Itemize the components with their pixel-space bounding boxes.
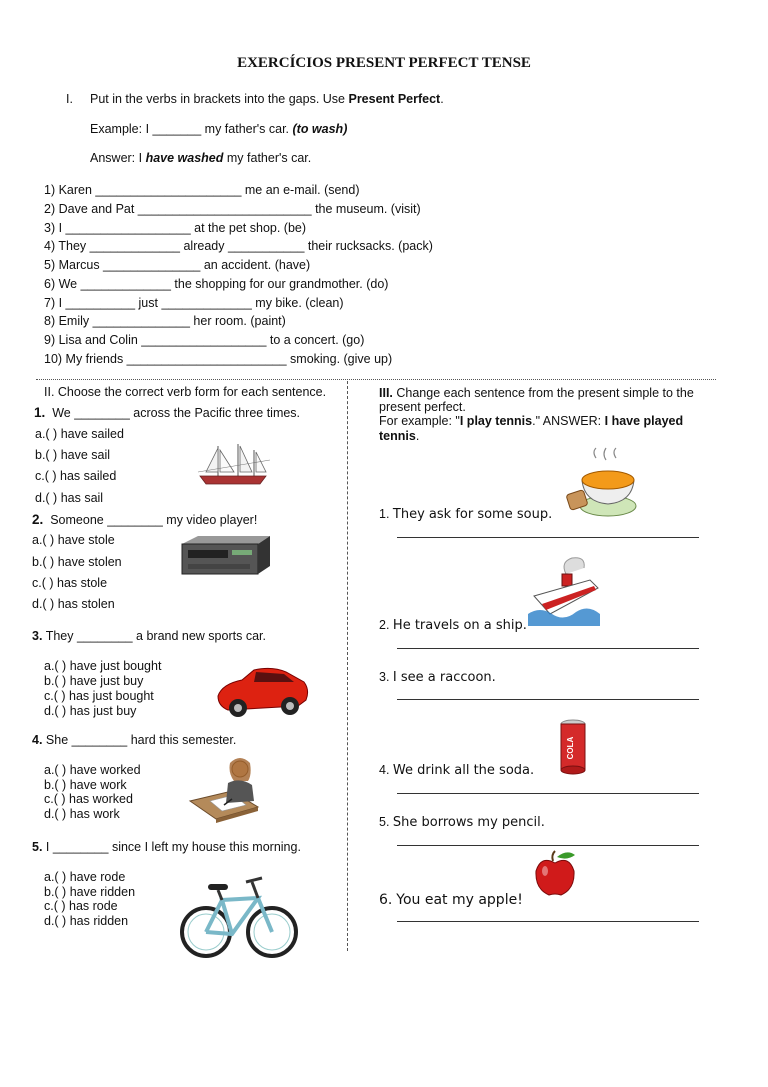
answer-suffix: my father's car.: [223, 151, 312, 165]
part3-sentence-2: [379, 618, 527, 633]
q3-option-c[interactable]: c.( ) has just bought: [44, 689, 154, 703]
example-hint: (to wash): [292, 122, 348, 136]
q2-question: [32, 512, 257, 527]
q4-question: [32, 733, 236, 747]
q2-number: 2.: [32, 512, 44, 527]
part1-item-6[interactable]: 6) We _____________ the shopping for our grandmother. (do): [44, 277, 389, 291]
answer-line-1[interactable]: [397, 537, 699, 538]
sentence-2-text: He travels on a ship.: [392, 618, 527, 633]
sentence-6-text: You eat my apple!: [396, 892, 523, 908]
video-player-icon: [178, 534, 272, 578]
sentence-1-text: They ask for some soup.: [392, 507, 553, 522]
q4-option-c[interactable]: c.( ) has worked: [44, 792, 133, 806]
section-divider: [36, 379, 716, 380]
student-writing-icon: [188, 755, 262, 825]
q5-option-c[interactable]: c.( ) has rode: [44, 899, 118, 913]
q5-option-d[interactable]: d.( ) has ridden: [44, 914, 129, 928]
sentence-5-number: 5.: [379, 815, 390, 829]
part3-sentence-4: [379, 763, 534, 778]
sailing-ship-icon: [196, 442, 272, 488]
q3-option-a[interactable]: a.( ) have just bought: [44, 659, 162, 673]
q1-option-c[interactable]: c.( ) has sailed: [35, 469, 117, 483]
answer-line-4[interactable]: [397, 793, 699, 794]
q2-option-d[interactable]: d.( ) has stolen: [32, 597, 115, 611]
sentence-1-number: 1.: [379, 507, 390, 521]
part1-item-9[interactable]: 9) Lisa and Colin __________________ to a concert. (go): [44, 333, 365, 347]
part1-item-4[interactable]: 4) They _____________ already ___________ their rucksacks. (pack): [44, 239, 433, 253]
q4-option-a[interactable]: a.( ) have worked: [44, 763, 141, 777]
q1-option-a[interactable]: a.( ) have sailed: [35, 427, 124, 441]
part3-sentence-1: [379, 507, 552, 522]
part1-item-5[interactable]: 5) Marcus ______________ an accident. (have): [44, 258, 311, 272]
answer-line-3[interactable]: [397, 699, 699, 700]
cruise-ship-icon: [526, 556, 602, 628]
q3-option-b[interactable]: b.( ) have just buy: [44, 674, 144, 688]
part3-sentence-6: [379, 891, 523, 908]
part1-item-7[interactable]: 7) I __________ just _____________ my bike. (clean): [44, 296, 344, 310]
part1-numeral: I.: [66, 92, 73, 106]
part3-instruction: [379, 386, 713, 414]
q5-number: 5.: [32, 840, 43, 854]
q2-option-a[interactable]: a.( ) have stole: [32, 533, 115, 547]
q1-question: [34, 405, 300, 420]
q5-option-b[interactable]: b.( ) have ridden: [44, 885, 136, 899]
part3-example-bold: I play tennis: [459, 414, 533, 428]
answer-prefix: Answer: I: [90, 151, 146, 165]
part1-answer: [90, 151, 311, 165]
column-divider: [347, 381, 348, 951]
example-text: Example: I _______ my father's car.: [90, 122, 293, 136]
q2-option-b[interactable]: b.( ) have stolen: [32, 555, 122, 569]
sentence-5-text: She borrows my pencil.: [392, 815, 545, 830]
part3-numeral: III.: [379, 386, 393, 400]
q3-question: [32, 629, 266, 643]
part3-instruction-text: Change each sentence from the present simple to the present perfect.: [379, 386, 694, 414]
apple-icon: [531, 849, 579, 897]
q2-option-c[interactable]: c.( ) has stole: [32, 576, 108, 590]
q2-text: Someone ________ my video player!: [50, 513, 258, 527]
page-title: EXERCÍCIOS PRESENT PERFECT TENSE: [237, 55, 531, 71]
bicycle-icon: [178, 870, 300, 964]
soda-can-icon: [557, 718, 589, 776]
part1-instruction-bold: Present Perfect: [348, 92, 441, 106]
sentence-4-number: 4.: [379, 763, 390, 777]
q4-number: 4.: [32, 733, 43, 747]
sentence-3-text: I see a raccoon.: [392, 670, 496, 685]
part1-item-3[interactable]: 3) I __________________ at the pet shop. (be): [44, 221, 307, 235]
part1-item-1[interactable]: 1) Karen _____________________ me an e-mail. (send): [44, 183, 360, 197]
part3-example-mid: ." ANSWER:: [532, 414, 605, 428]
q3-text: They ________ a brand new sports car.: [45, 629, 266, 643]
q4-text: She ________ hard this semester.: [45, 733, 237, 747]
part2-heading: II. Choose the correct verb form for each sentence.: [44, 385, 327, 399]
sentence-3-number: 3.: [379, 670, 390, 684]
part1-item-8[interactable]: 8) Emily ______________ her room. (paint): [44, 314, 286, 328]
part1-instruction-text: Put in the verbs in brackets into the gaps. Use: [90, 92, 349, 106]
answer-line-2[interactable]: [397, 648, 699, 649]
part1-instruction-suffix: .: [440, 92, 444, 106]
answer-line-5[interactable]: [397, 845, 699, 846]
part3-example-prefix: For example: ": [379, 414, 460, 428]
q5-text: I ________ since I left my house this morning.: [45, 840, 301, 854]
soup-bowl-icon: [566, 446, 638, 522]
q3-option-d[interactable]: d.( ) has just buy: [44, 704, 137, 718]
part3-sentence-5: [379, 815, 545, 830]
part3-answer-bold: I have played tennis: [379, 414, 684, 443]
part1-item-2[interactable]: 2) Dave and Pat _________________________ the museum. (visit): [44, 202, 421, 216]
part3-sentence-3: [379, 670, 496, 685]
sentence-4-text: We drink all the soda.: [392, 763, 535, 778]
q1-text: We ________ across the Pacific three times.: [52, 406, 301, 420]
part1-instruction: [90, 92, 444, 106]
q1-option-b[interactable]: b.( ) have sail: [35, 448, 111, 462]
q1-option-d[interactable]: d.( ) has sail: [35, 491, 104, 505]
part3-answer-suffix: .: [415, 429, 420, 443]
sentence-6-number: 6.: [379, 892, 393, 908]
q5-question: [32, 840, 301, 854]
part1-example: [90, 122, 347, 136]
q4-option-b[interactable]: b.( ) have work: [44, 778, 127, 792]
sports-car-icon: [214, 660, 312, 722]
answer-bold: have washed: [145, 151, 224, 165]
sentence-2-number: 2.: [379, 618, 390, 632]
answer-line-6[interactable]: [397, 921, 699, 922]
soda-can-label: COLA: [566, 736, 575, 760]
q5-option-a[interactable]: a.( ) have rode: [44, 870, 126, 884]
q3-number: 3.: [32, 629, 43, 643]
part1-item-10[interactable]: 10) My friends _______________________ smoking. (give up): [44, 352, 393, 366]
q1-number: 1.: [34, 405, 46, 420]
part3-example: [379, 414, 713, 444]
q4-option-d[interactable]: d.( ) has work: [44, 807, 120, 821]
